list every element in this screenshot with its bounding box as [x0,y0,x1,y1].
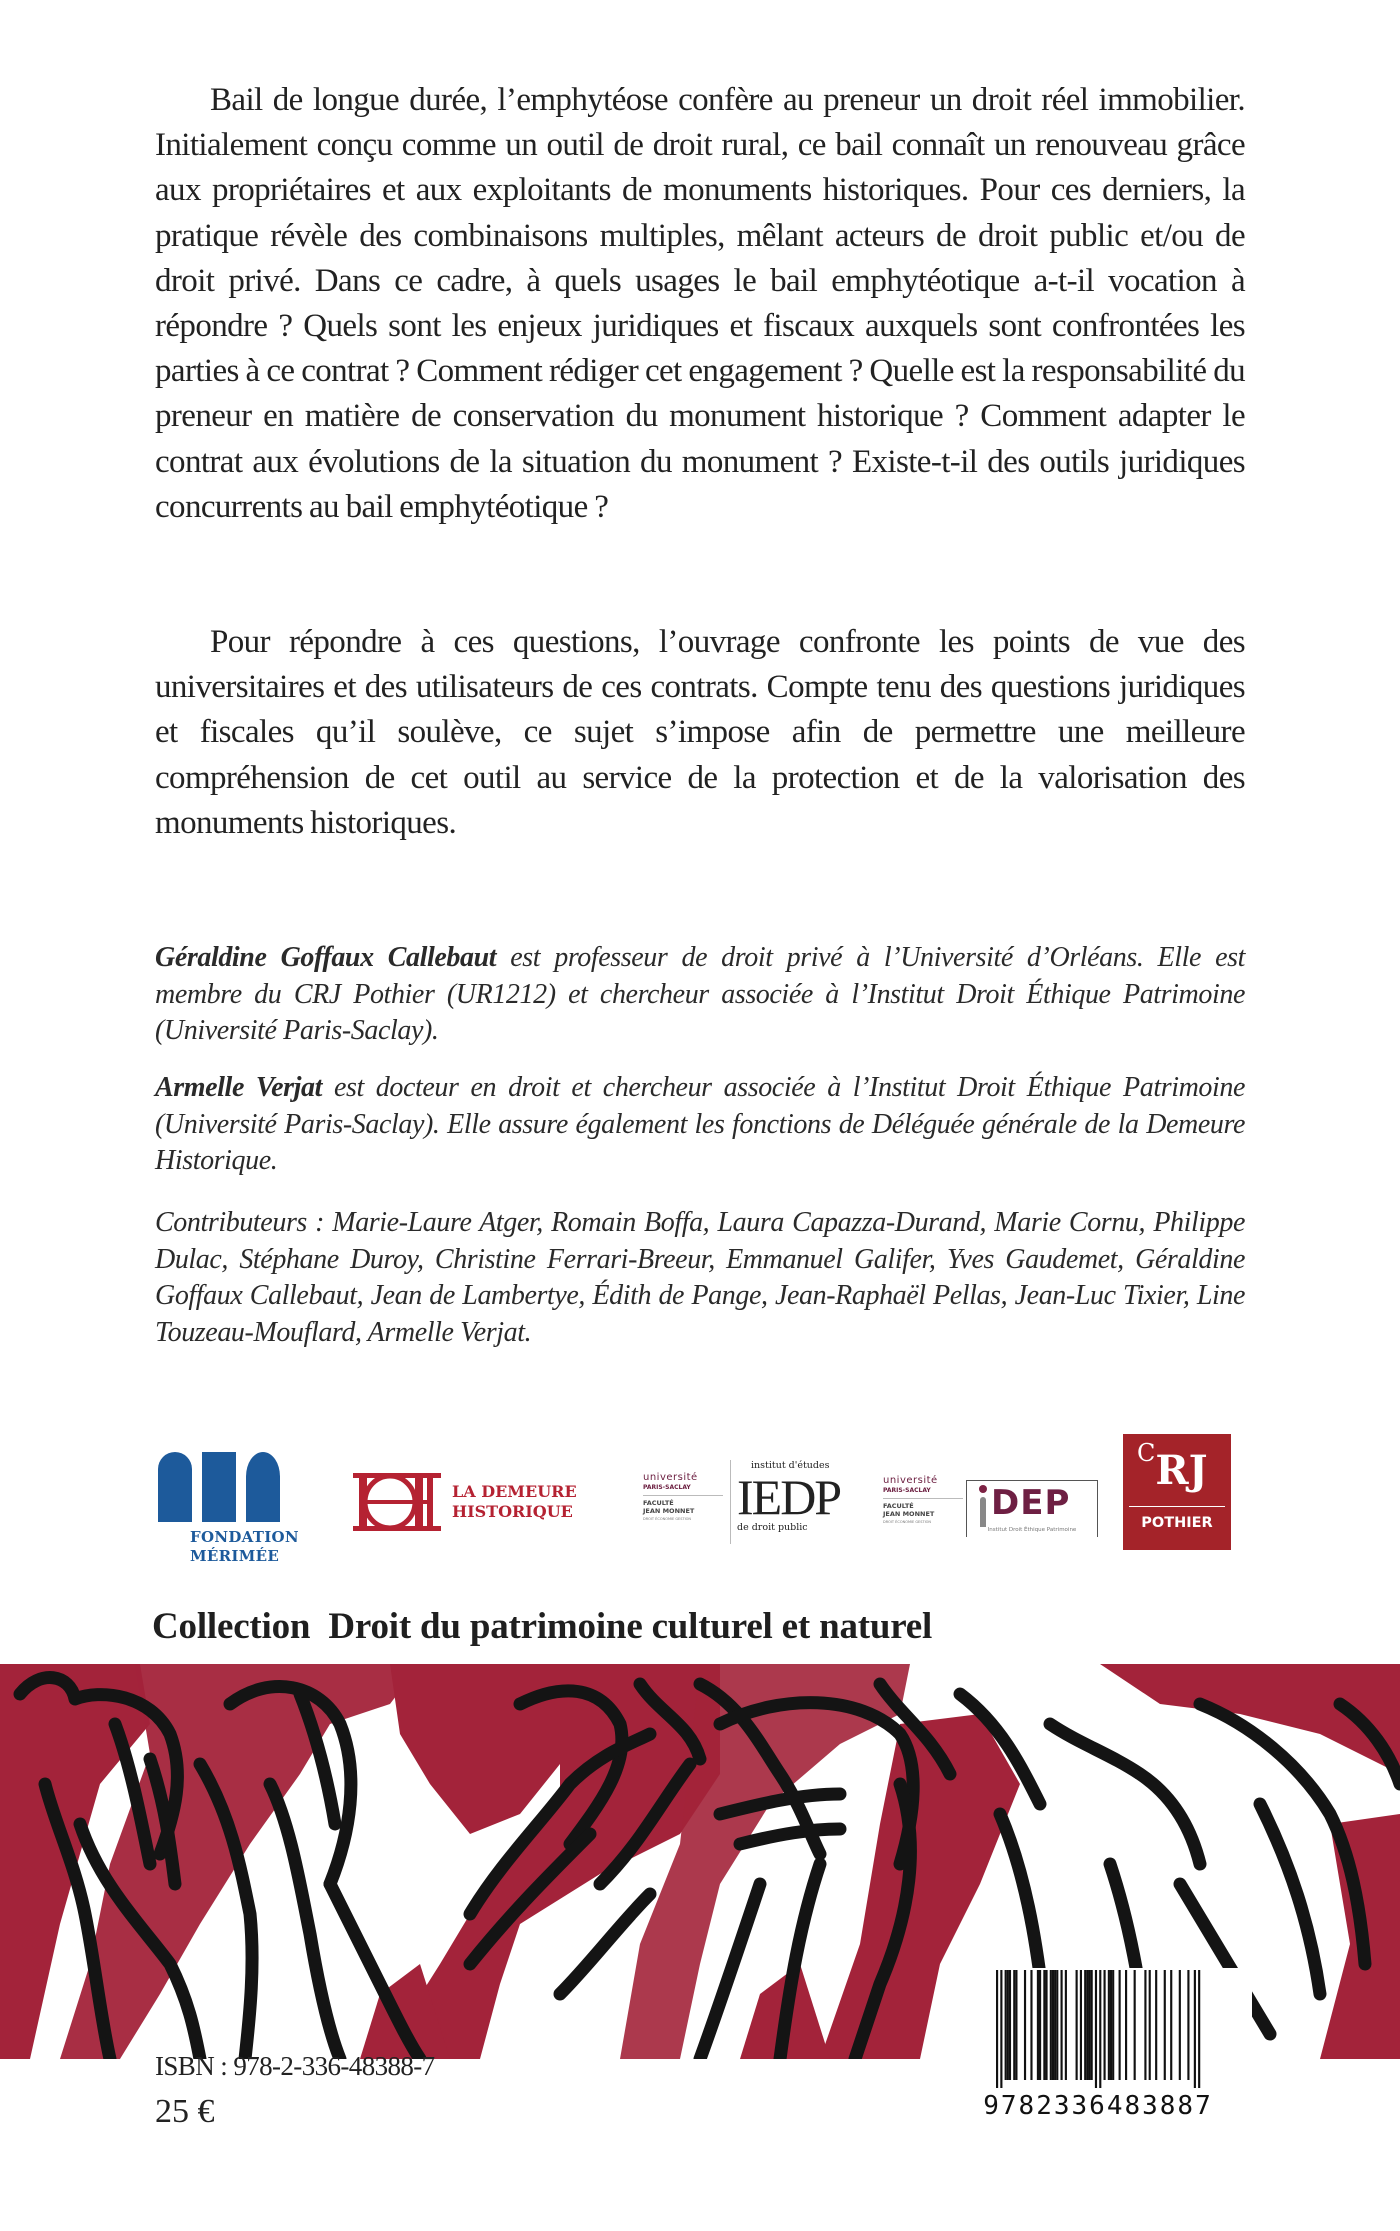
arch-icon [158,1452,192,1522]
barcode-bar [1091,1970,1093,2080]
idep-logo [966,1480,1098,1537]
barcode-bar [1187,1970,1189,2080]
crj-letters [1137,1440,1208,1496]
author-bio-2 [155,1070,1245,1180]
barcode-bar [1076,1970,1078,2080]
barcode-bar [1134,1970,1136,2080]
barcode-bar [1024,1970,1026,2080]
crj-divider [1129,1506,1225,1507]
ups-line-4: JEAN MONNET [643,1507,695,1515]
arch-icon [246,1452,280,1522]
barcode-bar [1164,1970,1166,2080]
iedp-top-text: institut d'études [751,1460,830,1471]
crj-rj: RJ [1155,1447,1208,1494]
demeure-logo-text [452,1482,577,1522]
barcode-bar [1179,1970,1181,2080]
barcode-bar [1104,1970,1106,2080]
barcode-bar [1015,1970,1017,2080]
dh-monogram-icon [353,1472,441,1532]
ups-line-5: DROIT ÉCONOMIE GESTION [643,1517,692,1521]
demeure-line-2: HISTORIQUE [452,1502,573,1521]
barcode-bar [1125,1970,1127,2080]
barcode-bar [1037,1970,1039,2080]
author-name-2: Armelle Verjat [155,1072,322,1103]
fondation-merimee-logo [150,1440,330,1570]
barcode-bar [1054,1970,1056,2080]
merimee-line-1: FONDATION [190,1528,299,1546]
barcode-bar [1170,1970,1172,2080]
paris-saclay-logo-2 [883,1475,963,1525]
price-text: 25 € [155,2093,215,2130]
ups-line-1: université [883,1475,938,1486]
barcode-bars [944,1968,1252,2088]
author-bio-1 [155,940,1245,1050]
idep-subtitle: Institut Droit Éthique Patrimoine [987,1527,1077,1533]
collection-title: Collection Droit du patrimoine culturel et naturel [152,1606,933,1647]
barcode-bar [1005,1970,1007,2080]
contributors-list: Contributeurs : Marie-Laure Atger, Romain Boffa, Laura Capazza-Durand, Marie Cornu, Philippe Dulac, Stéphane Duroy, Christine Ferrari-Breeur, Emmanuel Galifer, Yves Gaudemet, Géraldine Goffaux Callebaut, Jean de Lambertye, Édith de Pange, Jean-Raphaël Pellas, Jean-Luc Tixier, Line Touzeau-Mouflard, Armelle Verjat. [155,1207,1245,1348]
barcode-bar [1065,1970,1067,2080]
barcode-bar [1052,1970,1054,2080]
barcode-bar [1112,1970,1114,2080]
barcode-bar [1086,1970,1088,2080]
arch-icon [202,1452,236,1522]
barcode-bar [996,1970,998,2088]
paris-saclay-logo [643,1472,723,1522]
crj-pothier-logo [1123,1434,1231,1550]
barcode-bar [1061,1970,1063,2080]
merimee-logo-text [190,1528,299,1566]
isbn-barcode [944,1968,1252,2128]
partner-logos [148,1430,1248,1570]
crj-name: POTHIER [1141,1515,1213,1531]
barcode-bar [1099,1970,1101,2088]
crj-c: C [1137,1439,1156,1467]
barcode-bar [1043,1970,1045,2080]
barcode-bar [1194,1970,1196,2088]
iedp-logo [730,1460,860,1544]
barcode-digits: 9782336483887 [983,2091,1213,2121]
barcode-bar [1198,1970,1200,2088]
ups-line-2: PARIS-SACLAY [643,1484,723,1496]
iedp-bottom-text: de droit public [737,1522,808,1533]
barcode-bar [1009,1970,1011,2080]
idep-i-icon [979,1485,987,1519]
barcode-bar [1155,1970,1157,2080]
barcode-bar [1045,1970,1047,2080]
barcode-bar [1119,1970,1121,2080]
idep-acronym: DEP [991,1483,1071,1523]
barcode-bar [1080,1970,1082,2080]
author-bio-text-1: est professeur de droit privé à l’Université d’Orléans. Elle est membre du CRJ Pothier (UR1212) et chercheur associée à l’Institut Droit Éthique Patrimoine (Université Paris-Saclay). [155,942,1245,1046]
barcode-bar [1007,1970,1009,2080]
barcode-bar [1030,1970,1032,2080]
ups-line-5: DROIT ÉCONOMIE GESTION [883,1520,932,1524]
barcode-bar [1084,1970,1086,2080]
barcode-bar [1013,1970,1015,2080]
barcode-bar [1144,1970,1146,2080]
ups-line-1: université [643,1472,698,1483]
ups-line-3: FACULTÉ [883,1502,914,1510]
ups-line-3: FACULTÉ [643,1499,674,1507]
author-name-1: Géraldine Goffaux Callebaut [155,942,497,973]
barcode-bar [1095,1970,1097,2088]
barcode-bar [1039,1970,1041,2080]
isbn-text: ISBN : 978-2-336-48388-7 [155,2051,435,2081]
barcode-bar [1056,1970,1058,2080]
barcode-bar [1149,1970,1151,2080]
description-paragraph-1: Bail de longue durée, l’emphytéose confère au preneur un droit réel immobilier. Initialement conçu comme un outil de droit rural, ce bail connaît un renouveau grâce aux propriétaires et aux exploitants de monuments historiques. Pour ces derniers, la pratique révèle des combinaisons multiples, mêlant acteurs de droit public et/ou de droit privé. Dans ce cadre, à quels usages le bail emphytéotique a-t-il vocation à répondre ? Quels sont les enjeux juridiques et fiscaux auxquels sont confrontées les parties à ce contrat ? Comment rédiger cet engagement ? Quelle est la responsabilité du preneur en matière de conservation du monument historique ? Comment adapter le contrat aux évolutions de la situation du monument ? Existe-t-il des outils juridiques concurrents au bail emphytéotique ? [155,82,1245,525]
author-bio-text-2: est docteur en droit et chercheur associée à l’Institut Droit Éthique Patrimoine (Université Paris-Saclay). Elle assure également les fonctions de Déléguée générale de la Demeure Historique. [155,1072,1245,1176]
barcode-bar [1108,1970,1110,2080]
iedp-acronym: IEDP [737,1469,841,1525]
merimee-line-2: MÉRIMÉE [190,1547,280,1565]
demeure-historique-logo [353,1472,583,1542]
ups-line-2: PARIS-SACLAY [883,1487,963,1499]
demeure-line-1: LA DEMEURE [452,1482,577,1501]
barcode-bar [1110,1970,1112,2080]
barcode-bar [1088,1970,1090,2080]
description-paragraph-2: Pour répondre à ces questions, l’ouvrage confronte les points de vue des universitaires et des utilisateurs de ces contrats. Compte tenu des questions juridiques et fiscales qu’il soulève, ce sujet s’impose afin de permettre une meilleure compréhension de cet outil au service de la protection et de la valorisation des monuments historiques. [155,624,1245,841]
ups-line-4: JEAN MONNET [883,1510,935,1518]
barcode-bar [1050,1970,1052,2080]
barcode-bar [1000,1970,1002,2088]
